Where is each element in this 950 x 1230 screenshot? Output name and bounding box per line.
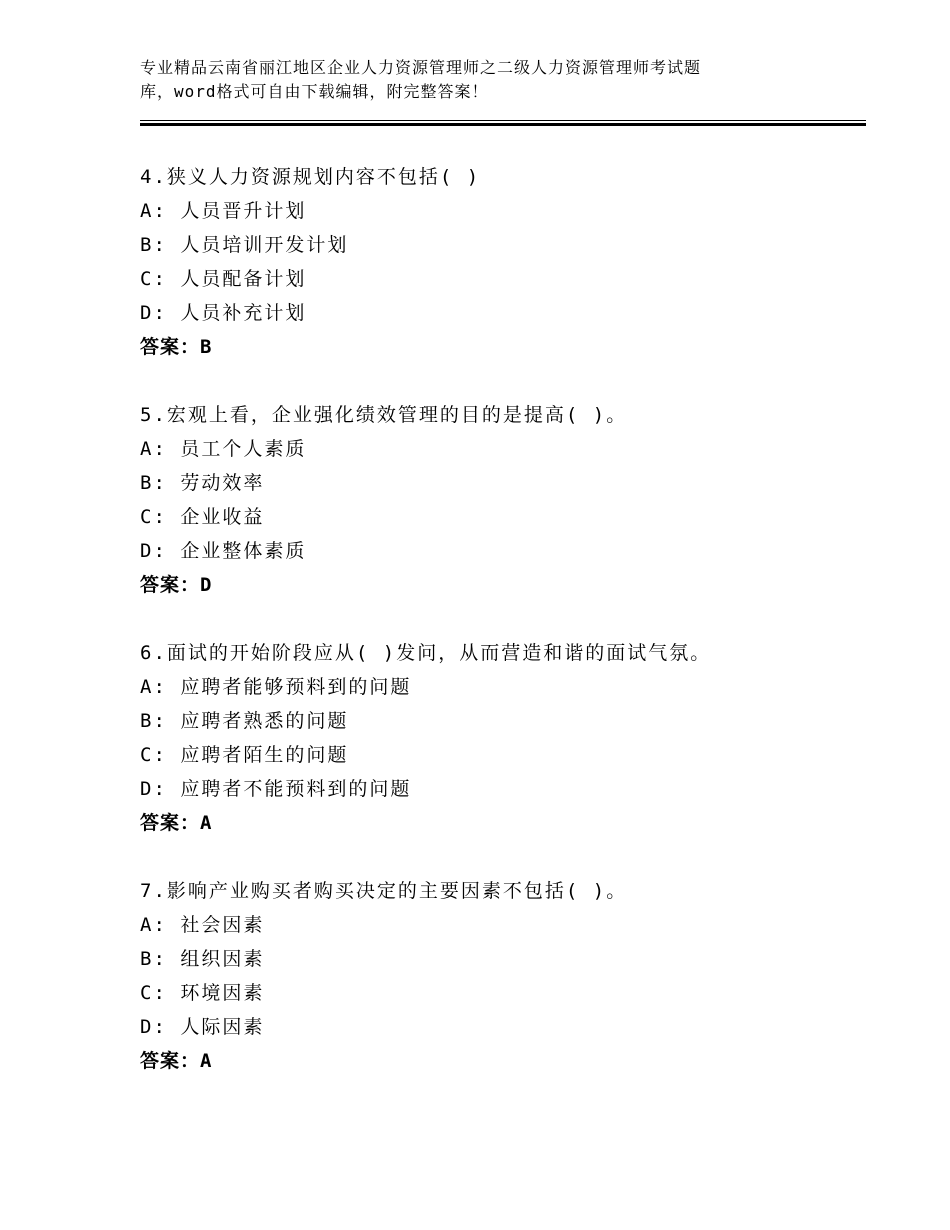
answer-line: [140, 1044, 860, 1078]
answer-line: [140, 568, 860, 602]
question-text: 6.面试的开始阶段应从( )发问，从而营造和谐的面试气氛。: [140, 642, 712, 664]
answer-value: D: [200, 574, 214, 596]
header-divider: [140, 120, 866, 126]
question-item: [140, 636, 860, 840]
answer-value: B: [200, 336, 214, 358]
question-list: [140, 160, 860, 1112]
option-a: A: 社会因素: [140, 914, 265, 936]
option-a: A: 人员晋升计划: [140, 200, 307, 222]
answer-label: 答案：: [140, 574, 201, 596]
option-d: D: 企业整体素质: [140, 540, 307, 562]
option-b: B: 人员培训开发计划: [140, 234, 349, 256]
option-c: C: 企业收益: [140, 506, 265, 528]
option-d: D: 应聘者不能预料到的问题: [140, 778, 412, 800]
option-c: C: 环境因素: [140, 982, 265, 1004]
question-text: 7.影响产业购买者购买决定的主要因素不包括( )。: [140, 880, 628, 902]
document-header: [140, 56, 780, 104]
answer-label: 答案：: [140, 336, 201, 358]
option-b: B: 劳动效率: [140, 472, 265, 494]
answer-label: 答案：: [140, 1050, 201, 1072]
option-d: D: 人际因素: [140, 1016, 265, 1038]
option-c: C: 应聘者陌生的问题: [140, 744, 349, 766]
option-b: B: 组织因素: [140, 948, 265, 970]
answer-label: 答案：: [140, 812, 201, 834]
divider-thick-line: [140, 123, 866, 126]
answer-line: [140, 806, 860, 840]
answer-line: [140, 330, 860, 364]
question-item: [140, 874, 860, 1078]
header-line-1: 专业精品云南省丽江地区企业人力资源管理师之二级人力资源管理师考试题: [140, 58, 702, 77]
option-b: B: 应聘者熟悉的问题: [140, 710, 349, 732]
option-d: D: 人员补充计划: [140, 302, 307, 324]
divider-thin-line: [140, 120, 866, 121]
question-item: [140, 398, 860, 602]
option-a: A: 员工个人素质: [140, 438, 307, 460]
question-item: [140, 160, 860, 364]
question-text: 5.宏观上看，企业强化绩效管理的目的是提高( )。: [140, 404, 628, 426]
option-c: C: 人员配备计划: [140, 268, 307, 290]
question-text: 4.狭义人力资源规划内容不包括( ): [140, 166, 481, 188]
option-a: A: 应聘者能够预料到的问题: [140, 676, 412, 698]
header-line-2: 库，word格式可自由下载编辑，附完整答案！: [140, 82, 489, 101]
answer-value: A: [200, 812, 214, 834]
answer-value: A: [200, 1050, 214, 1072]
